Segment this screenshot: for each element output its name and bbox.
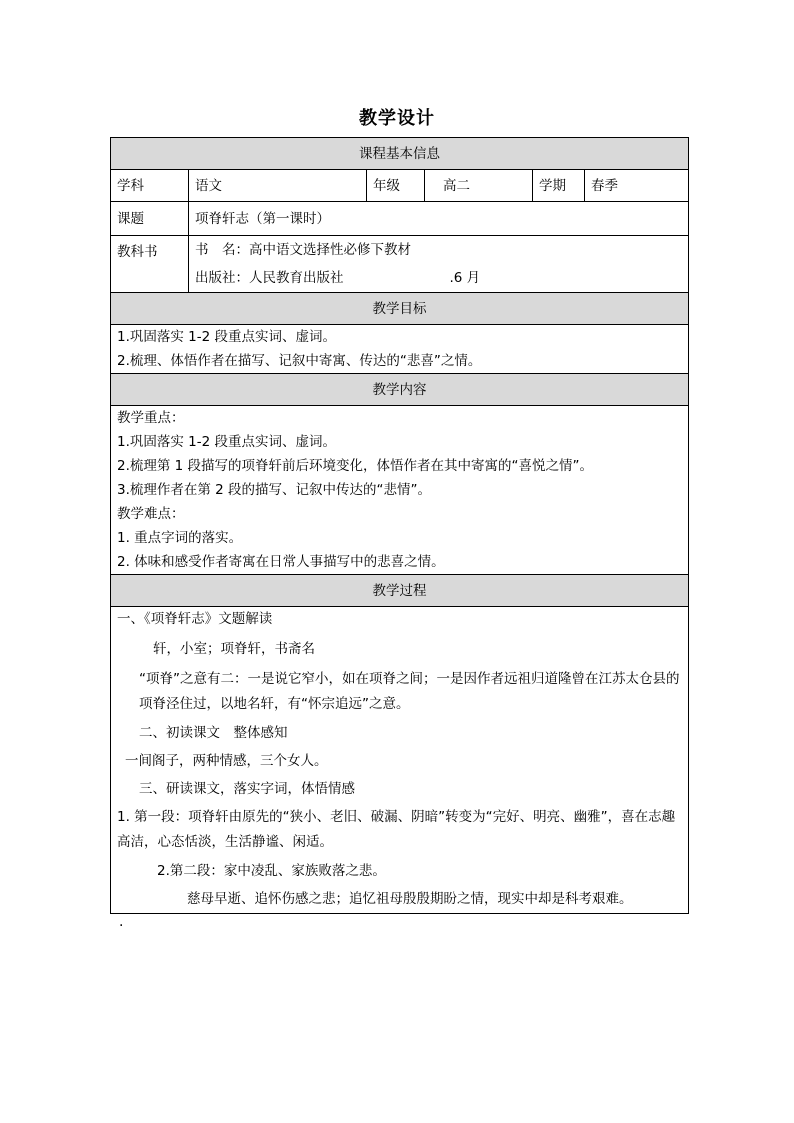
term-value: 春季 [585,170,689,202]
basic-info-row [111,170,689,202]
section-header-objectives: 教学目标 [111,293,689,325]
process-line: “项脊”之意有二：一是说它窄小，如在项脊之间；一是因作者远祖归道隆曾在江苏太仓县的项脊泾住过，以地名轩，有“怀宗追远”之意。 [139,671,680,712]
process-line: 二、初读课文 整体感知 [139,725,288,741]
process-line: 三、研读课文，落实字词，体悟情感 [139,781,355,797]
content-item: 2. 体味和感受作者寄寓在日常人事描写中的悲喜之情。 [117,554,445,570]
process-line: 一间阁子，两种情感，三个女人。 [125,753,328,769]
textbook-publisher: 出版社：人民教育出版社 [195,270,344,286]
content-item: 1. 重点字词的落实。 [117,530,243,546]
process-line: 慈母早逝、追怀伤感之悲；追忆祖母殷殷期盼之情，现实中却是科考艰难。 [187,891,633,907]
content-block [111,406,689,575]
objectives-block [111,325,689,374]
content-item: 1.巩固落实 1-2 段重点实词、虚词。 [117,434,337,450]
textbook-name: 书 名：高中语文选择性必修下教材 [195,242,411,258]
term-label: 学期 [533,170,585,202]
process-line: 2.第二段：家中凌乱、家族败落之悲。 [157,863,386,879]
textbook-publisher-line [195,264,682,292]
section-header-process: 教学过程 [111,575,689,607]
topic-row [111,202,689,236]
textbook-row [111,236,689,293]
textbook-label: 教科书 [111,236,189,293]
document-title: 教学设计 [359,108,435,129]
content-key-points-heading: 教学重点： [117,410,185,426]
topic-label: 课题 [111,202,189,236]
trailing-mark: . [119,914,124,930]
section-header-content: 教学内容 [111,374,689,406]
subject-label: 学科 [111,170,189,202]
process-line: 1. 第一段：项脊轩由原先的“狭小、老旧、破漏、阴暗”转变为“完好、明亮、幽雅”，喜在志趣高洁，心态恬淡，生活静谧、闲适。 [117,809,676,850]
grade-label: 年级 [367,170,425,202]
process-block [111,607,689,914]
subject-value: 语文 [189,170,367,202]
objective-item: 2.梳理、体悟作者在描写、记叙中寄寓、传达的“悲喜”之情。 [117,353,482,369]
textbook-date: .6 月 [449,270,481,286]
textbook-info [189,236,689,293]
content-item: 3.梳理作者在第 2 段的描写、记叙中传达的“悲情”。 [117,482,432,498]
section-header-basic-info: 课程基本信息 [111,138,689,170]
content-difficulties-heading: 教学难点： [117,506,185,522]
lesson-plan-table [110,137,689,914]
content-item: 2.梳理第 1 段描写的项脊轩前后环境变化，体悟作者在其中寄寓的“喜悦之情”。 [117,458,594,474]
process-line: 轩，小室；项脊轩，书斋名 [153,641,315,657]
topic-value: 项脊轩志（第一课时） [189,202,689,236]
process-line: 一、《项脊轩志》文题解读 [117,611,273,627]
objective-item: 1.巩固落实 1-2 段重点实词、虚词。 [117,329,337,345]
grade-value: 高二 [425,170,533,202]
